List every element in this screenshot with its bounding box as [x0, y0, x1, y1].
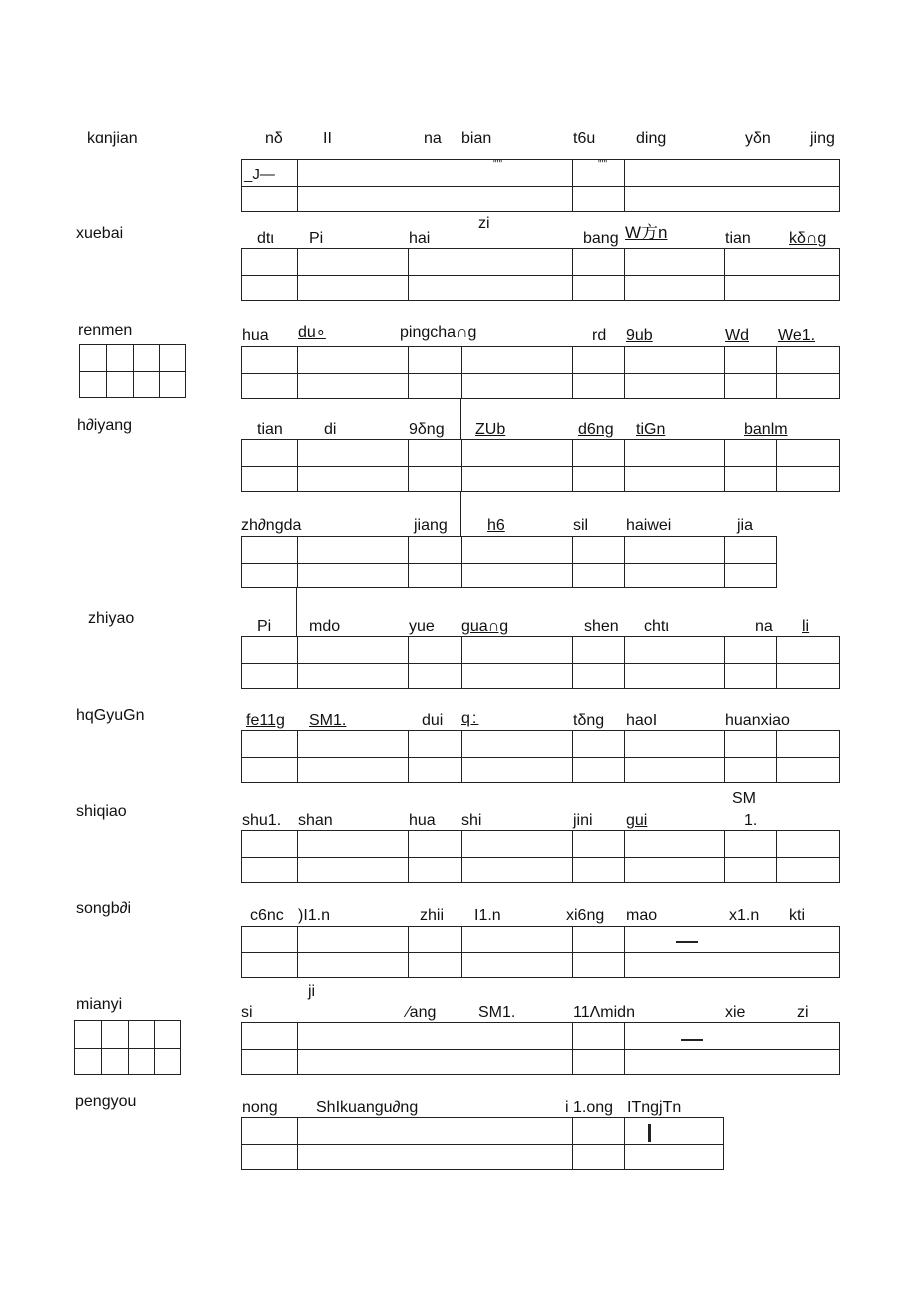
pinyin: shu1. — [242, 812, 282, 829]
pinyin: hua — [409, 812, 436, 829]
pinyin: si — [241, 1004, 253, 1021]
pinyin: jia — [737, 517, 754, 534]
pinyin: di — [324, 421, 337, 438]
pinyin: SM1. — [309, 712, 347, 729]
pinyin: We1. — [778, 327, 816, 344]
writing-grid-row-8 — [241, 830, 840, 883]
left-word-3: renmen — [78, 322, 133, 339]
pinyin: mao — [626, 907, 658, 924]
pinyin: jiang — [414, 517, 448, 534]
writing-grid-row-7 — [241, 730, 840, 783]
pinyin: xi6ng — [566, 907, 605, 924]
grid-connector — [460, 492, 461, 536]
left-word-6: hqGyuGn — [76, 707, 145, 724]
left-word-1: kɑnjian — [87, 130, 138, 147]
pinyin: zhii — [420, 907, 445, 924]
pinyin: SM — [732, 790, 756, 807]
pinyin: Wd — [725, 327, 749, 344]
pinyin: h6 — [487, 517, 505, 534]
writing-grid-row-5 — [241, 536, 777, 588]
pinyin: tian — [257, 421, 283, 438]
stroke-mark — [676, 941, 698, 943]
pinyin: hai — [409, 230, 431, 247]
stroke-mark — [648, 1124, 651, 1142]
writing-grid-row-10 — [241, 1022, 840, 1075]
stroke-mark: "'" — [493, 159, 503, 170]
pinyin: tiGn — [636, 421, 666, 438]
pinyin: shen — [584, 618, 619, 635]
pinyin: 9δng — [409, 421, 445, 438]
left-word-10: pengyou — [75, 1093, 137, 1110]
pinyin: huanxiao — [725, 712, 790, 729]
pinyin: haiwei — [626, 517, 672, 534]
pinyin: ShIkuangu∂ng — [316, 1099, 419, 1116]
pinyin: pingcha∩g — [400, 324, 477, 341]
left-writing-grid-1 — [79, 344, 186, 398]
pinyin: dui — [422, 712, 444, 729]
left-word-8: songb∂i — [76, 900, 132, 917]
pinyin: 1. — [744, 812, 758, 829]
writing-grid-row-6 — [241, 636, 840, 689]
pinyin: zh∂ngda — [241, 517, 302, 534]
pinyin: dtι — [257, 230, 274, 247]
pinyin: Pi — [257, 618, 272, 635]
pinyin: )I1.n — [298, 907, 331, 924]
pinyin: zi — [797, 1004, 809, 1021]
writing-grid-row-4 — [241, 439, 840, 492]
pinyin: q: — [461, 710, 479, 727]
left-word-2: xuebai — [76, 225, 124, 242]
pinyin: rd — [592, 327, 607, 344]
writing-grid-row-3 — [241, 346, 840, 399]
stroke-mark — [681, 1039, 703, 1041]
pinyin: tδng — [573, 712, 605, 729]
pinyin: chtι — [644, 618, 669, 635]
pinyin: d6ng — [578, 421, 614, 438]
left-word-5: zhiyao — [88, 610, 135, 627]
pinyin: sil — [573, 517, 589, 534]
pinyin: c6nc — [250, 907, 284, 924]
pinyin: I1.n — [474, 907, 501, 924]
pinyin: haoI — [626, 712, 658, 729]
writing-grid-row-11 — [241, 1117, 724, 1170]
pinyin: jing — [810, 130, 835, 147]
pinyin: gui — [626, 812, 648, 829]
pinyin: fe11g — [246, 712, 285, 729]
pinyin: banlm — [744, 421, 788, 438]
pinyin: zi — [478, 215, 490, 232]
pinyin: SM1. — [478, 1004, 516, 1021]
grid-connector — [296, 588, 297, 636]
pinyin: na — [424, 130, 442, 147]
left-word-7: shiqiao — [76, 803, 127, 820]
pinyin: ding — [636, 130, 667, 147]
stroke-mark: _J— — [244, 166, 275, 183]
pinyin: ZUb — [475, 421, 506, 438]
pinyin: bang — [583, 230, 619, 247]
pinyin: ⁄ang — [407, 1004, 437, 1021]
left-word-9: mianyi — [76, 996, 123, 1013]
pinyin: na — [755, 618, 773, 635]
pinyin: nδ — [265, 130, 283, 147]
writing-grid-row-9 — [241, 926, 840, 978]
pinyin: II — [323, 130, 332, 147]
pinyin: x1.n — [729, 907, 760, 924]
pinyin: ITngjTn — [627, 1099, 682, 1116]
writing-grid-row-2 — [241, 248, 840, 301]
pinyin: yδn — [745, 130, 771, 147]
stroke-mark: "'" — [598, 159, 608, 170]
pinyin: gua∩g — [461, 618, 509, 635]
pinyin: mdo — [309, 618, 341, 635]
pinyin: hua — [242, 327, 269, 344]
pinyin: xie — [725, 1004, 746, 1021]
pinyin: Pi — [309, 230, 324, 247]
pinyin: shi — [461, 812, 482, 829]
pinyin: W方n — [625, 223, 668, 242]
pinyin: 11Λmidn — [573, 1004, 635, 1021]
pinyin: kti — [789, 907, 805, 924]
pinyin: ji — [308, 983, 316, 1000]
left-writing-grid-2 — [74, 1020, 181, 1075]
pinyin: shan — [298, 812, 333, 829]
grid-connector — [460, 399, 461, 439]
pinyin: li — [802, 618, 810, 635]
pinyin: 9ub — [626, 327, 653, 344]
pinyin: t6u — [573, 130, 596, 147]
pinyin: kδ∩g — [789, 230, 827, 247]
pinyin: tian — [725, 230, 751, 247]
pinyin: i 1.ong — [565, 1099, 614, 1116]
pinyin: yue — [409, 618, 435, 635]
writing-grid-row-1 — [241, 159, 840, 212]
pinyin: du∘ — [298, 324, 326, 341]
left-word-4: h∂iyang — [77, 417, 133, 434]
pinyin: nong — [242, 1099, 278, 1116]
pinyin: bian — [461, 130, 492, 147]
pinyin: jini — [573, 812, 593, 829]
